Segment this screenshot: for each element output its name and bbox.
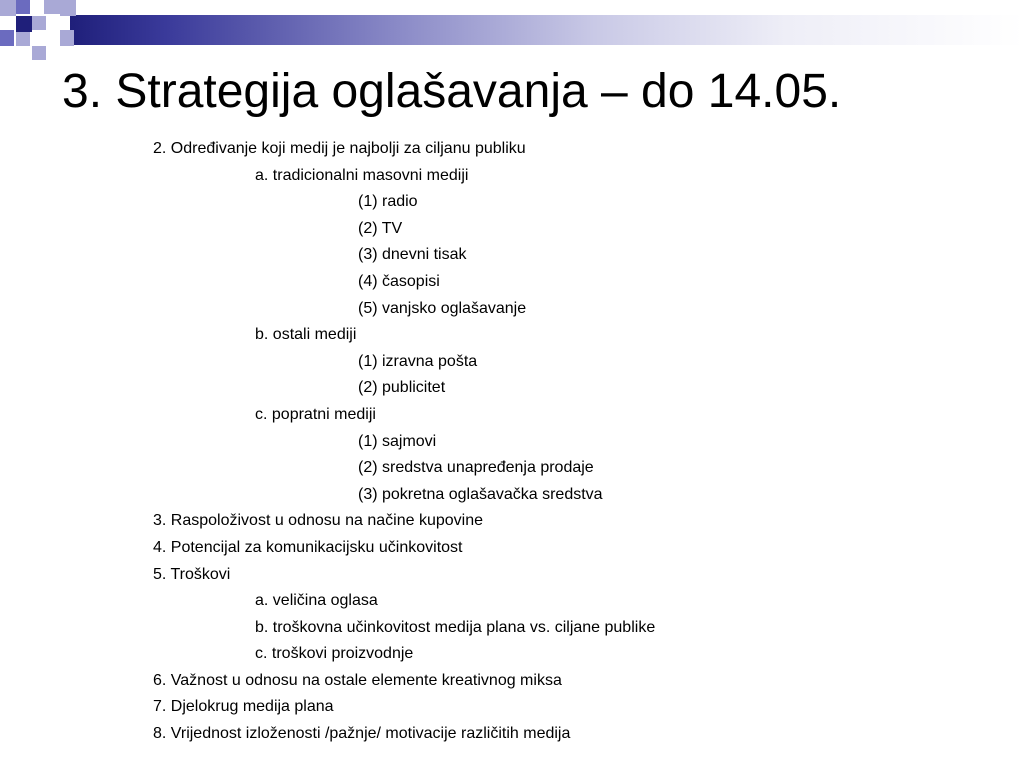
outline-item-level-2: b. ostali mediji — [255, 326, 357, 344]
content-outline — [153, 136, 655, 748]
slide-title: 3. Strategija oglašavanja – do 14.05. — [62, 65, 842, 118]
outline-item-level-1: 2. Određivanje koji medij je najbolji za ciljanu publiku — [153, 140, 526, 157]
outline-item-level-3: (2) sredstva unapređenja prodaje — [358, 459, 594, 477]
outline-item-level-1: 3. Raspoloživost u odnosu na načine kupovine — [153, 512, 483, 530]
outline-item-level-3: (4) časopisi — [358, 272, 440, 290]
outline-item-level-2: c. popratni mediji — [255, 405, 376, 423]
outline-item-level-3: (2) publicitet — [358, 379, 446, 397]
outline-item-level-3: (1) izravna pošta — [358, 352, 478, 370]
outline-item-level-3: (1) sajmovi — [358, 432, 437, 450]
outline-item-level-2: b. troškovna učinkovitost medija plana vs. ciljane publike — [255, 618, 656, 636]
outline-item-level-1: 4. Potencijal za komunikacijsku učinkovitost — [153, 538, 463, 556]
outline-item-level-3: (3) dnevni tisak — [358, 246, 467, 264]
outline-item-level-3: (1) radio — [358, 193, 418, 211]
outline-item-level-3: (5) vanjsko oglašavanje — [358, 299, 527, 317]
outline-item-level-3: (2) TV — [358, 219, 403, 237]
outline-item-level-1: 8. Vrijednost izloženosti /pažnje/ motivacije različitih medija — [153, 725, 571, 743]
outline-item-level-2: a. veličina oglasa — [255, 592, 378, 610]
header-gradient-band — [70, 15, 1024, 45]
outline-item-level-2: a. tradicionalni masovni mediji — [255, 166, 469, 184]
outline-item-level-1: 5. Troškovi — [153, 565, 231, 583]
outline-item-level-1: 7. Djelokrug medija plana — [153, 698, 334, 716]
outline-item-level-2: c. troškovi proizvodnje — [255, 645, 414, 663]
outline-item-level-1: 6. Važnost u odnosu na ostale elemente kreativnog miksa — [153, 671, 562, 689]
outline-item-level-3: (3) pokretna oglašavačka sredstva — [358, 485, 603, 503]
